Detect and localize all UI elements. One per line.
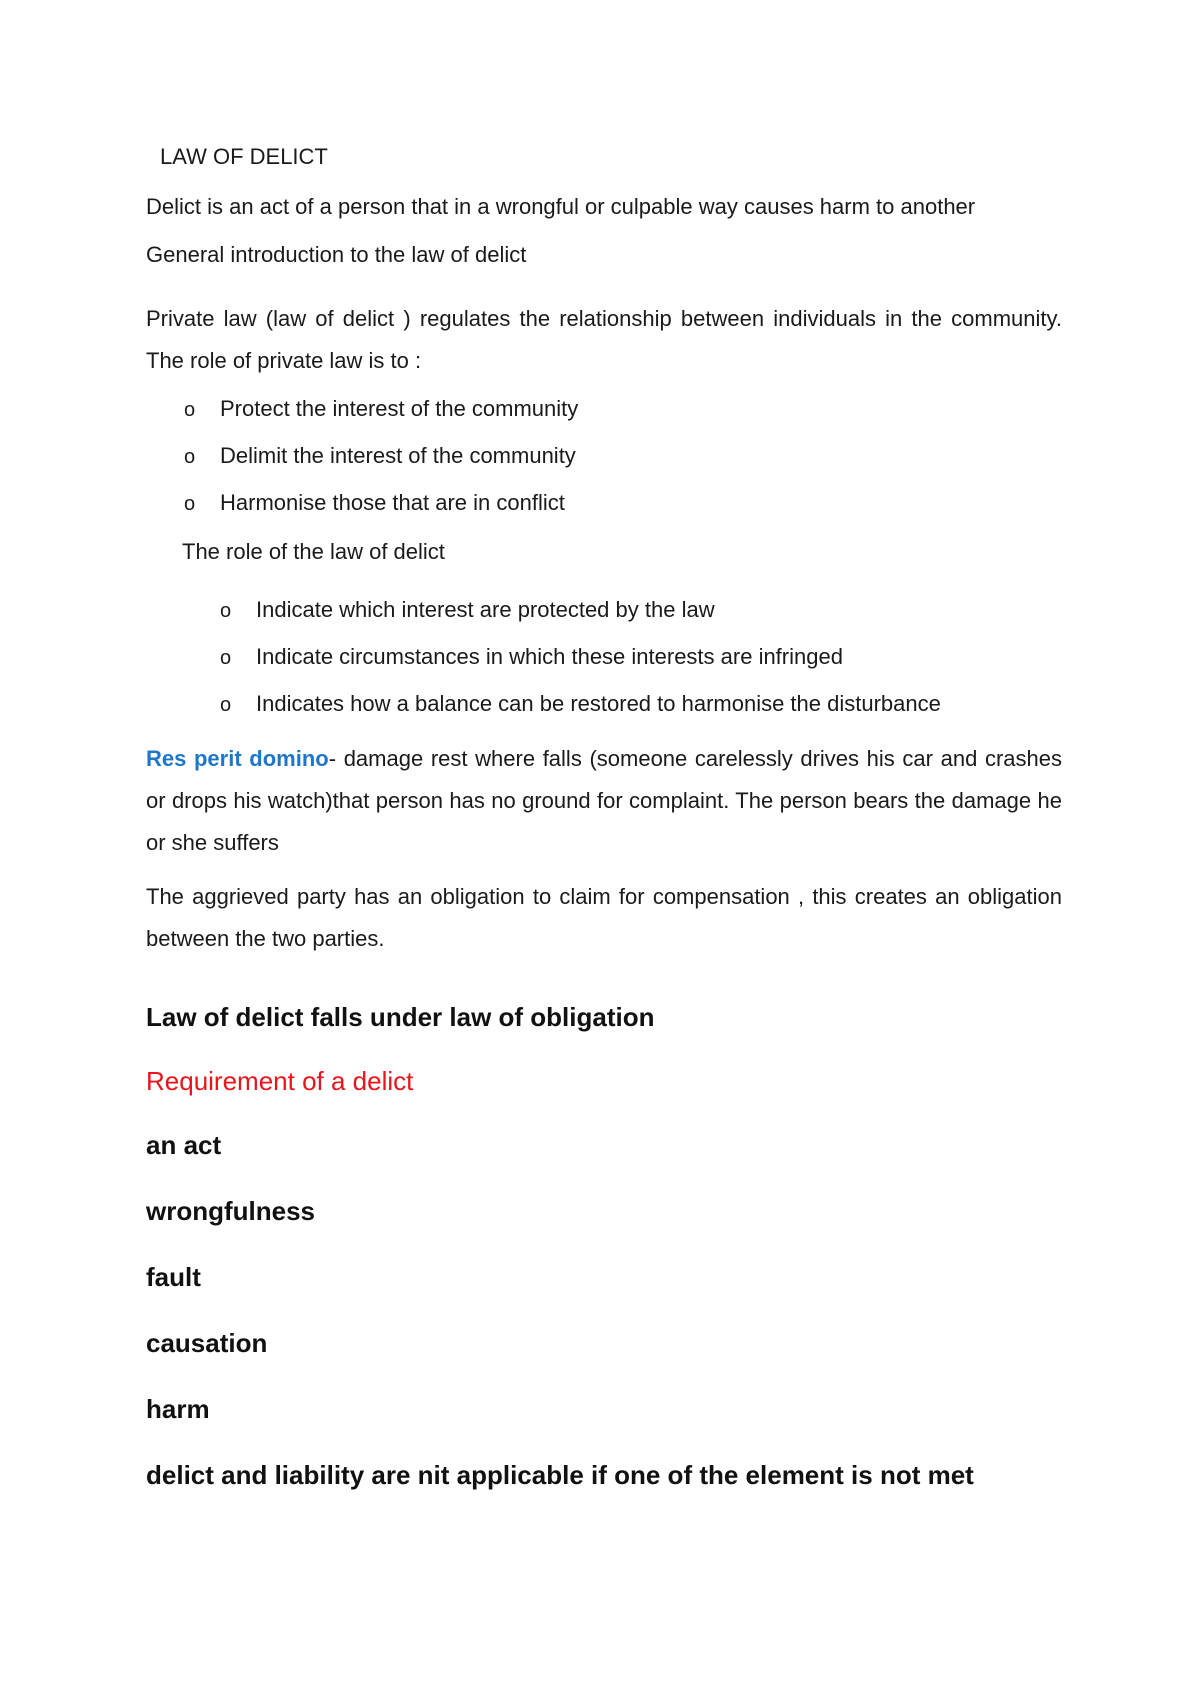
bullet-icon: o (184, 446, 196, 468)
list-item-text: Indicate circumstances in which these interests are infringed (256, 644, 843, 669)
bullet-icon: o (184, 399, 196, 421)
document-body (146, 142, 1062, 1524)
requirement-act: an act (146, 1130, 222, 1160)
list-item (146, 595, 1062, 626)
bullet-icon: o (184, 493, 196, 515)
aggrieved-paragraph: The aggrieved party has an obligation to claim for compensation , this creates an obligation between the two parties. (146, 884, 1062, 951)
list-item-text: Indicate which interest are protected by the law (256, 597, 715, 622)
private-law-roles-list (146, 394, 1062, 519)
conclusion-text: delict and liability are nit applicable if one of the element is not met (146, 1460, 974, 1490)
list-item (146, 488, 1062, 519)
bullet-icon: o (220, 694, 232, 716)
requirement-wrongfulness: wrongfulness (146, 1196, 316, 1226)
private-law-paragraph: Private law (law of delict ) regulates the relationship between individuals in the community. The role of private law is to : (146, 306, 1062, 373)
requirement-heading: Requirement of a delict (146, 1066, 414, 1096)
list-item (146, 394, 1062, 425)
res-perit-paragraph (146, 738, 1062, 864)
requirement-fault: fault (146, 1262, 201, 1292)
list-item-text: Delimit the interest of the community (220, 443, 576, 468)
delict-roles-list (146, 595, 1062, 720)
res-perit-term: Res perit domino (146, 746, 329, 771)
obligation-heading: Law of delict falls under law of obligation (146, 1002, 655, 1032)
bullet-icon: o (220, 600, 232, 622)
list-item (146, 441, 1062, 472)
res-perit-text: - damage rest where falls (someone carelessly drives his car and crashes or drops his watch)that person has no ground for complaint. The person bears the damage he or she suffers (146, 746, 1062, 855)
requirement-causation: causation (146, 1328, 268, 1358)
delict-role-heading: The role of the law of delict (182, 539, 445, 564)
list-item-text: Harmonise those that are in conflict (220, 490, 565, 515)
requirement-harm: harm (146, 1394, 210, 1424)
document-title: LAW OF DELICT (160, 144, 328, 169)
bullet-icon: o (220, 647, 232, 669)
list-item-text: Indicates how a balance can be restored to harmonise the disturbance (256, 691, 941, 716)
list-item-text: Protect the interest of the community (220, 396, 579, 421)
definition-paragraph: Delict is an act of a person that in a wrongful or culpable way causes harm to another (146, 194, 976, 219)
list-item (146, 689, 1062, 720)
intro-paragraph: General introduction to the law of delict (146, 242, 527, 267)
list-item (146, 642, 1062, 673)
